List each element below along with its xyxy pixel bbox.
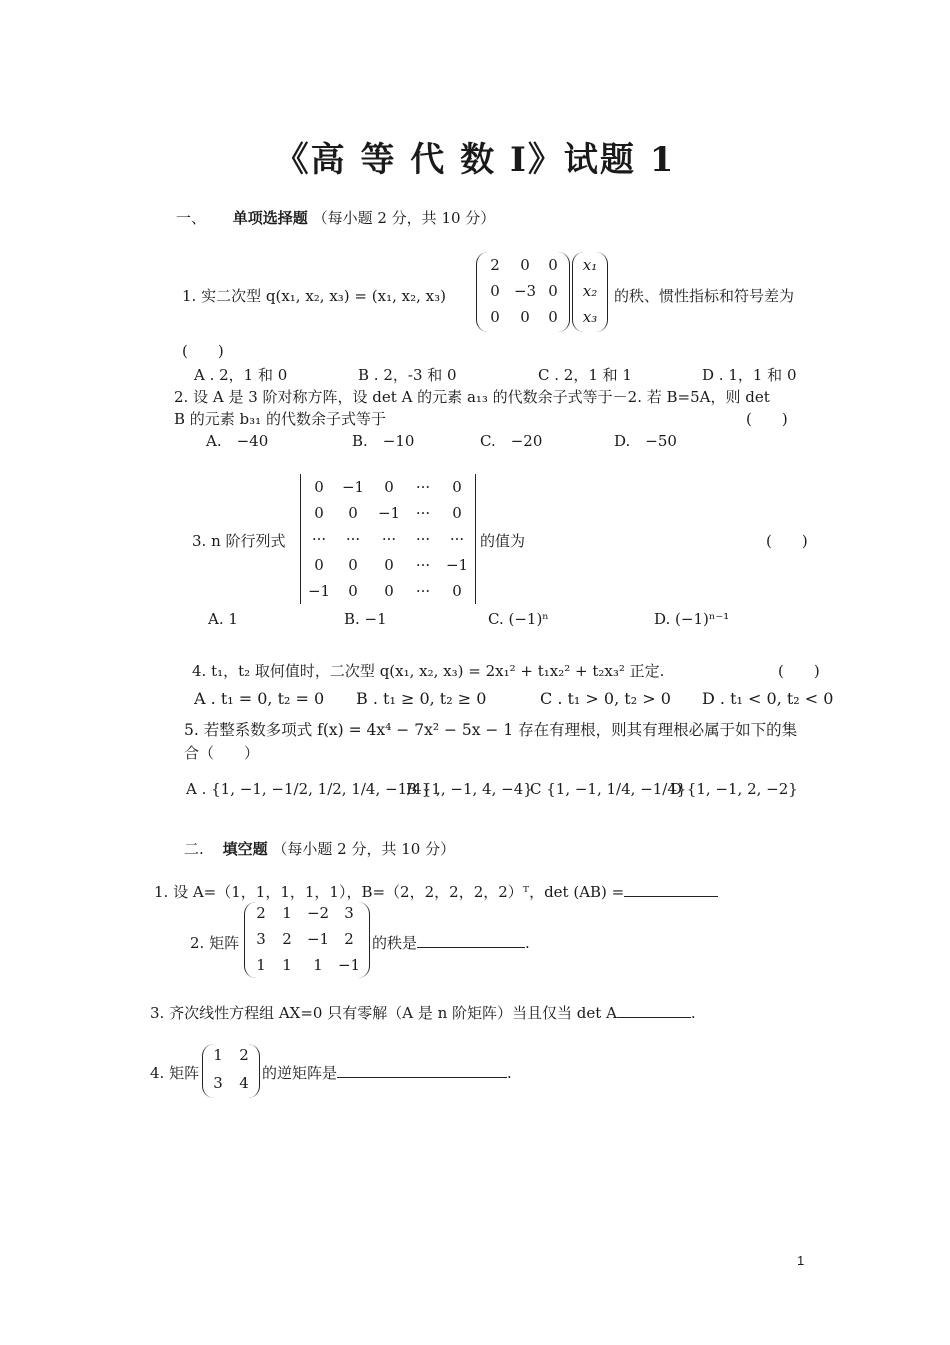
q4-option-d: D . t₁ < 0, t₂ < 0: [702, 689, 834, 708]
vector-cell: x₂: [582, 282, 598, 300]
matrix-cell: −1: [337, 956, 361, 974]
q4-answer-paren: ( ): [778, 662, 820, 680]
det-cell: ···: [415, 582, 431, 600]
matrix-cell: 1: [282, 904, 292, 922]
det-cell: ···: [415, 504, 431, 522]
matrix-cell: 0: [490, 308, 500, 326]
fill-2-blank: [417, 933, 525, 948]
q5-option-d: D {1, −1, 2, −2}: [670, 780, 798, 798]
fill-2-suffix: [372, 932, 530, 953]
q1-number: 1.: [182, 287, 197, 305]
fill-3-blank: [617, 1003, 691, 1018]
fill-2-prefix: 2. 矩阵: [190, 934, 240, 952]
det-cell: ···: [311, 530, 327, 548]
fill-4-suffix-text: 的逆矩阵是: [262, 1064, 338, 1082]
matrix-cell: 0: [520, 308, 530, 326]
section-1-heading: [176, 207, 495, 228]
matrix-cell: 1: [213, 1046, 223, 1064]
q3-option-b: B. −1: [344, 610, 387, 628]
matrix-cell: 0: [490, 282, 500, 300]
fill-2-matrix: [244, 902, 370, 978]
det-cell: 0: [314, 478, 324, 496]
q3-suffix: 的值为: [480, 532, 526, 550]
fill-1-blank: [624, 882, 718, 897]
section-1-title: 单项选择题: [232, 209, 308, 227]
matrix-cell: 2: [256, 904, 266, 922]
det-cell: −1: [307, 582, 331, 600]
section-1-number: 一、: [176, 209, 207, 227]
q5-line-2: 合（ ）: [184, 744, 260, 762]
q2-option-b: B. −10: [352, 432, 415, 450]
q2-line-1: 2. 设 A 是 3 阶对称方阵，设 det A 的元素 a₁₃ 的代数余子式等于－2. 若 B=5A，则 det: [174, 388, 770, 406]
det-cell: 0: [348, 556, 358, 574]
matrix-cell: −1: [306, 930, 330, 948]
q1-option-d: D . 1，1 和 0: [702, 366, 797, 384]
q1-answer-paren: ( ): [182, 342, 224, 360]
q2-answer-paren: ( ): [746, 410, 788, 428]
det-cell: ···: [345, 530, 361, 548]
q1-vector: [572, 252, 608, 332]
det-cell: 0: [384, 478, 394, 496]
fill-4-prefix: 4. 矩阵: [150, 1064, 200, 1082]
q2-option-c: C. −20: [480, 432, 543, 450]
matrix-cell: 0: [548, 308, 558, 326]
det-cell: 0: [314, 556, 324, 574]
det-cell: −1: [377, 504, 401, 522]
matrix-cell: 3: [256, 930, 266, 948]
q4-option-a: A . t₁ = 0, t₂ = 0: [194, 689, 325, 708]
fill-4-period: .: [507, 1064, 512, 1082]
q3-determinant: [300, 474, 476, 604]
section-2-number: 二.: [184, 840, 204, 858]
det-cell: ···: [415, 478, 431, 496]
matrix-cell: 0: [520, 256, 530, 274]
section-2-heading: [184, 838, 455, 859]
matrix-cell: 1: [282, 956, 292, 974]
matrix-cell: 2: [239, 1046, 249, 1064]
q5-option-b: B {1, −1, 4, −4}: [406, 780, 533, 798]
det-cell: −1: [341, 478, 365, 496]
fill-3-period: .: [690, 1004, 696, 1022]
q5-option-a: A . {1, −1, −1/2, 1/2, 1/4, −1/4} ,: [186, 780, 441, 798]
section-1-note: （每小题 2 分，共 10 分）: [312, 209, 496, 227]
section-2-title: 填空题: [222, 840, 268, 858]
q4-option-b: B . t₁ ≥ 0, t₂ ≥ 0: [356, 689, 487, 708]
fill-2-suffix-text: 的秩是: [372, 934, 418, 952]
q4-question: 4. t₁，t₂ 取何值时，二次型 q(x₁, x₂, x₃) = 2x₁² + t₁x₂² + t₂x₃² 正定.: [192, 662, 665, 680]
q3-answer-paren: ( ): [766, 532, 808, 550]
q5-line-1: 5. 若整系数多项式 f(x) = 4x⁴ − 7x² − 5x − 1 存在有理根，则其有理根必属于如下的集: [184, 721, 798, 739]
det-cell: 0: [452, 582, 462, 600]
q1-option-c: C . 2，1 和 1: [538, 366, 632, 384]
det-cell: 0: [452, 478, 462, 496]
q1-option-b: B . 2，-3 和 0: [358, 366, 457, 384]
q3-option-d: D. (−1)ⁿ⁻¹: [654, 610, 730, 628]
matrix-cell: 0: [548, 282, 558, 300]
q1-suffix: 的秩、惯性指标和符号差为: [614, 287, 795, 305]
det-cell: 0: [348, 582, 358, 600]
det-cell: 0: [384, 556, 394, 574]
matrix-cell: 2: [344, 930, 354, 948]
q1-option-a: A . 2，1 和 0: [194, 366, 288, 384]
det-cell: 0: [452, 504, 462, 522]
q3-option-c: C. (−1)ⁿ: [488, 610, 549, 628]
matrix-cell: 3: [213, 1074, 223, 1092]
vector-cell: x₁: [582, 256, 598, 274]
q5-option-c: C {1, −1, 1/4, −1/4}: [530, 780, 687, 798]
fill-4-matrix: [202, 1044, 260, 1098]
matrix-cell: −2: [306, 904, 330, 922]
matrix-cell: 2: [282, 930, 292, 948]
det-cell: 0: [348, 504, 358, 522]
det-cell: ···: [415, 556, 431, 574]
fill-4-blank: [337, 1063, 507, 1078]
q1-matrix: [476, 252, 570, 332]
q3-prefix: 3. n 阶行列式: [192, 532, 286, 550]
page-number: 1: [797, 1253, 805, 1268]
matrix-cell: 3: [344, 904, 354, 922]
matrix-cell: 0: [548, 256, 558, 274]
det-cell: −1: [445, 556, 469, 574]
matrix-cell: −3: [513, 282, 537, 300]
matrix-cell: 1: [256, 956, 266, 974]
det-cell: ···: [415, 530, 431, 548]
det-cell: ···: [449, 530, 465, 548]
matrix-cell: 4: [239, 1074, 249, 1092]
q3-option-a: A. 1: [208, 610, 238, 628]
fill-2-period: .: [525, 934, 530, 952]
q4-option-c: C . t₁ > 0, t₂ > 0: [540, 689, 671, 708]
det-cell: 0: [384, 582, 394, 600]
q2-line-2: B 的元素 b₃₁ 的代数余子式等于: [174, 410, 386, 428]
fill-1: [154, 881, 718, 902]
fill-3: [150, 1002, 696, 1023]
fill-1-text: 1. 设 A=（1，1，1，1，1），B=（2，2，2，2，2）ᵀ，det (AB) =: [154, 883, 625, 901]
det-cell: 0: [314, 504, 324, 522]
vector-cell: x₃: [582, 308, 598, 326]
q2-option-a: A. −40: [206, 432, 269, 450]
q1-prefix: [182, 285, 446, 306]
q1-expression: 实二次型 q(x₁, x₂, x₃) = (x₁, x₂, x₃): [201, 287, 446, 305]
section-2-note: （每小题 2 分，共 10 分）: [272, 840, 456, 858]
matrix-cell: 2: [490, 256, 500, 274]
fill-4-suffix: [262, 1062, 512, 1083]
q2-option-d: D. −50: [614, 432, 677, 450]
page-title: 《高 等 代 数 I》试题 1: [274, 140, 676, 180]
matrix-cell: 1: [313, 956, 323, 974]
fill-3-text: 3. 齐次线性方程组 AX=0 只有零解（A 是 n 阶矩阵）当且仅当 det A: [150, 1004, 617, 1022]
det-cell: ···: [381, 530, 397, 548]
